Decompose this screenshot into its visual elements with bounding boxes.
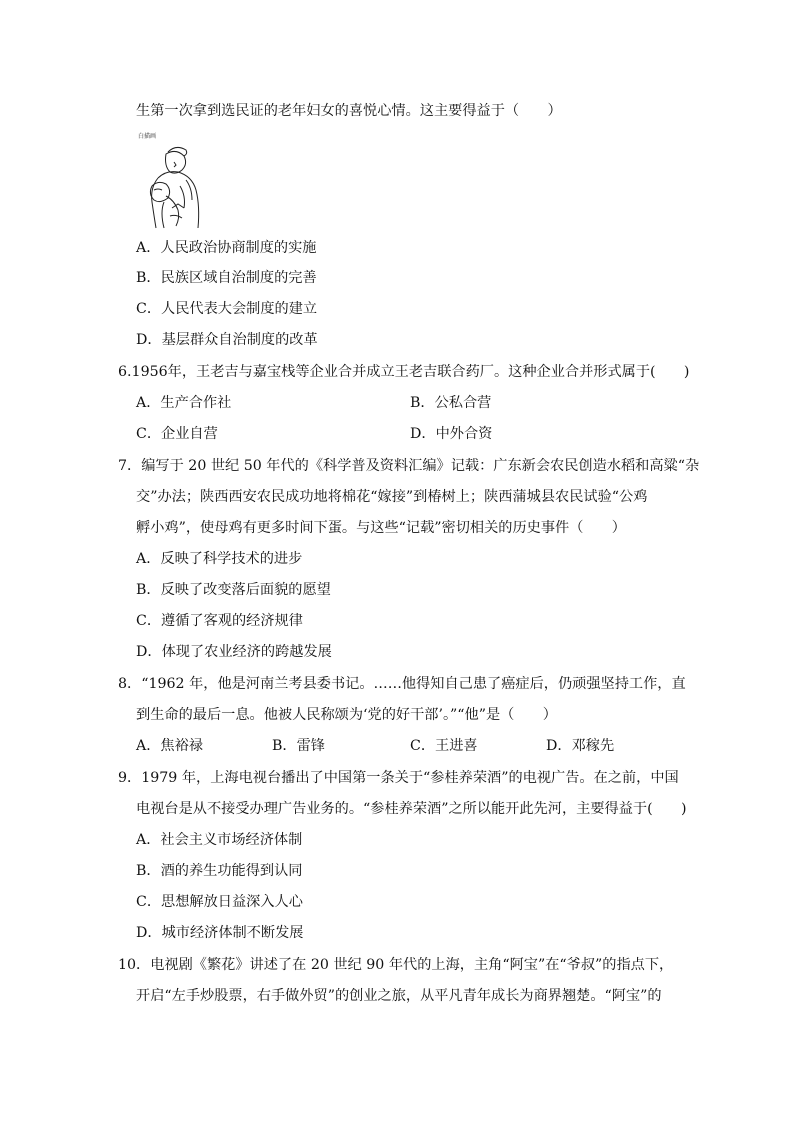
q5-option-c: C．人民代表大会制度的建立 — [136, 301, 318, 317]
q5-figure-caption: 白描画 — [138, 133, 157, 140]
q7-option-d: D．体现了农业经济的跨越发展 — [136, 644, 332, 660]
q7-stem-line-3: 孵小鸡”，使母鸡有更多时间下蛋。与这些“记载”密切相关的历史事件（ ） — [136, 520, 626, 536]
q7-option-b: B．反映了改变落后面貌的愿望 — [136, 582, 331, 598]
q5-stem-tail: 生第一次拿到选民证的老年妇女的喜悦心情。这主要得益于（ ） — [136, 103, 562, 119]
q9-option-a: A．社会主义市场经济体制 — [136, 832, 303, 848]
q10-stem-line-1: 10．电视剧《繁花》讲述了在 20 世纪 90 年代的上海，主角“阿宝”在“爷叔”的指点下， — [118, 957, 674, 973]
q8-stem-line-1: 8．“1962 年，他是河南兰考县委书记。……他得知自己患了癌症后，仍顽强坚持工作，直 — [118, 676, 686, 692]
q9-option-b: B．酒的养生功能得到认同 — [136, 863, 303, 879]
q9-stem-line-1: 9．1979 年，上海电视台播出了中国第一条关于“参桂养荣酒”的电视广告。在之前，中国 — [118, 770, 679, 786]
q5-option-a: A．人民政治协商制度的实施 — [136, 240, 317, 256]
q7-stem-line-1: 7．编写于 20 世纪 50 年代的《科学普及资料汇编》记载：广东新会农民创造水稻和高粱“杂 — [118, 458, 700, 474]
q8-option-c: C．王进喜 — [410, 738, 478, 754]
q6-stem: 6.1956年，王老吉与嘉宝栈等企业合并成立王老吉联合药厂。这种企业合并形式属于( ) — [118, 364, 690, 380]
q8-option-d: D．邓稼先 — [546, 738, 615, 754]
q8-option-b: B．雷锋 — [272, 738, 325, 754]
q9-option-d: D．城市经济体制不断发展 — [136, 925, 304, 941]
q6-option-d: D．中外合资 — [410, 426, 493, 442]
q5-option-b: B．民族区域自治制度的完善 — [136, 270, 317, 286]
q6-option-a: A．生产合作社 — [136, 395, 232, 411]
q5-option-d: D．基层群众自治制度的改革 — [136, 332, 318, 348]
q9-stem-line-2: 电视台是从不接受办理广告业务的。“参桂养荣酒”之所以能开此先河，主要得益于( ) — [136, 801, 687, 817]
q6-option-c: C．企业自营 — [136, 426, 218, 442]
q6-option-b: B．公私合营 — [410, 395, 492, 411]
q8-option-a: A．焦裕禄 — [136, 738, 203, 754]
q5-figure-illustration — [136, 130, 208, 230]
q8-stem-line-2: 到生命的最后一息。他被人民称颂为‘党的好干部’。”“他”是（ ） — [136, 707, 557, 723]
q7-stem-line-2: 交”办法；陕西西安农民成功地将棉花“嫁接”到椿树上；陕西蒲城县农民试验“公鸡 — [136, 489, 648, 505]
q10-stem-line-2: 开启“左手炒股票，右手做外贸”的创业之旅，从平凡青年成长为商界翘楚。“阿宝”的 — [136, 988, 662, 1004]
q7-option-c: C．遵循了客观的经济规律 — [136, 613, 303, 629]
q7-option-a: A．反映了科学技术的进步 — [136, 551, 303, 567]
q9-option-c: C．思想解放日益深入人心 — [136, 894, 303, 910]
